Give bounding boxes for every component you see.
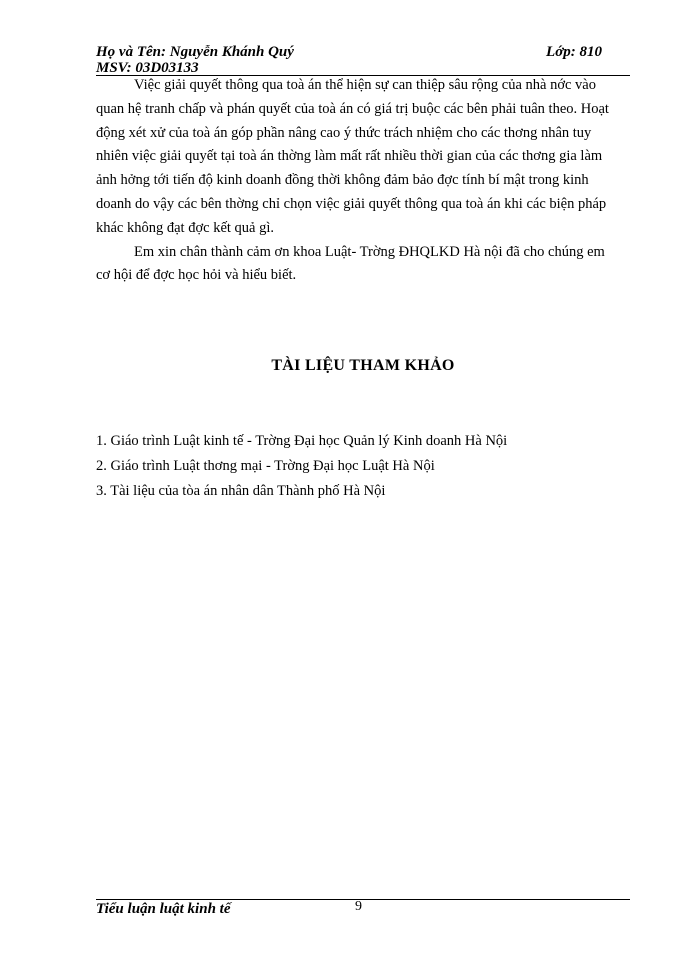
body-text: [96, 74, 610, 288]
reference-item: 1. Giáo trình Luật kinh tế - Trờng Đại học Quản lý Kinh doanh Hà Nội: [96, 433, 508, 449]
class-label: Lớp: 810: [546, 44, 602, 60]
paragraph-1: Việc giải quyết thông qua toà án thể hiện sự can thiệp sâu rộng của nhà nớc vào quan hệ tranh chấp và phán quyết của toà án có giá trị buộc các bên phải tuân theo. Hoạt động xét xử của toà án góp phần nâng cao ý thức trách nhiệm cho các thơng nhân tuy nhiên việc giải quyết tại toà án thờng làm mất rất nhiều thời gian của các thơng gia làm ảnh hởng tới tiến độ kinh doanh đồng thời không đảm bảo đợc tính bí mật trong kinh doanh do vậy các bên thờng chỉ chọn việc giải quyết thông qua toà án khi các biện pháp khác không đạt đợc kết quả gì.: [96, 77, 609, 236]
page-number: 9: [355, 899, 362, 914]
references-title: TÀI LIỆU THAM KHẢO: [271, 357, 455, 374]
references-list: [96, 429, 630, 504]
page-header: [96, 44, 630, 78]
reference-item: 3. Tài liệu của tòa án nhân dân Thành phố Hà Nội: [96, 483, 386, 499]
student-id: MSV: 03D03133: [96, 60, 199, 76]
paragraph-2: Em xin chân thành cảm ơn khoa Luật- Trờng ĐHQLKD Hà nội đã cho chúng em cơ hội để đợc học hỏi và hiểu biết.: [96, 243, 605, 284]
reference-item: 2. Giáo trình Luật thơng mại - Trờng Đại học Luật Hà Nội: [96, 458, 435, 474]
footer-title: Tiểu luận luật kinh tế: [96, 901, 231, 917]
student-name: Họ và Tên: Nguyễn Khánh Quý: [96, 44, 294, 60]
footer-divider: [96, 899, 630, 900]
